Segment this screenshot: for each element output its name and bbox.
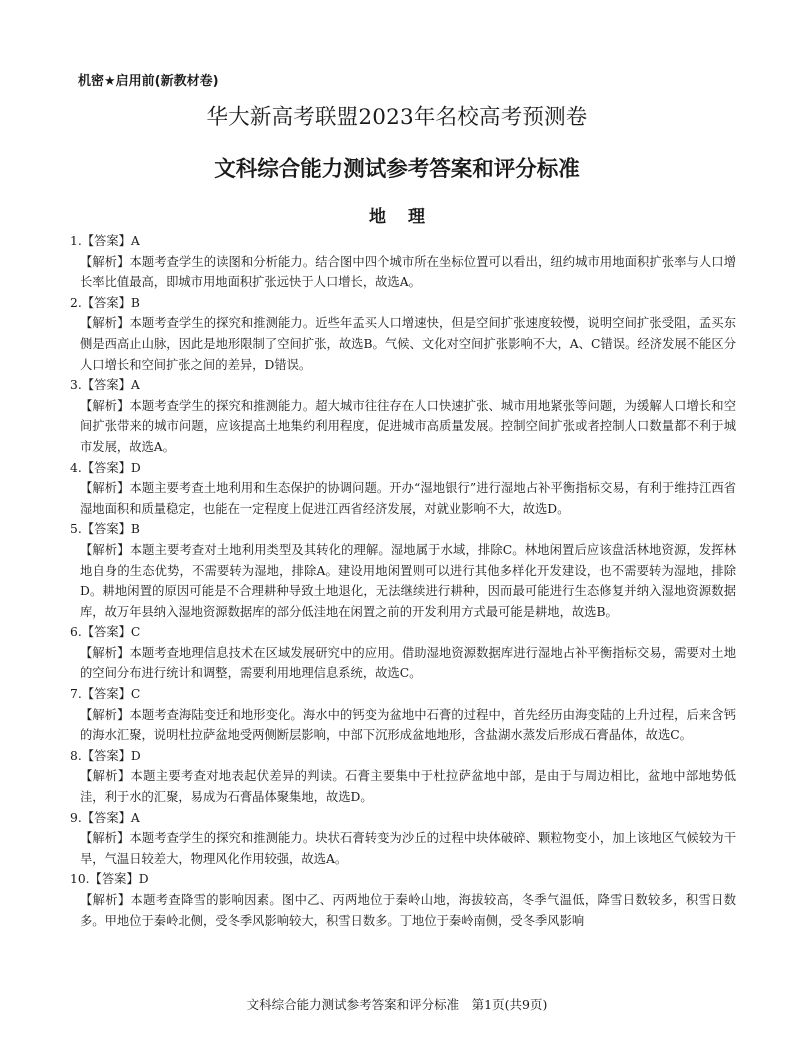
answer-line: 3.【答案】A — [70, 378, 140, 393]
question-item — [70, 293, 736, 375]
answer-line: 8.【答案】D — [70, 748, 141, 763]
explanation-text: 【解析】本题考查学生的探究和推测能力。超大城市往往存在人口快速扩张、城市用地紧张等问题，为缓解人口增长和空间扩张带来的城市问题，应该提高土地集约利用程度，促进城市高质量发展。控制空间扩张或者控制人口数量都不利于城市发展，故选A。 — [80, 398, 736, 454]
answer-line: 6.【答案】C — [70, 625, 141, 640]
explanation-text: 【解析】本题主要考查土地利用和生态保护的协调问题。开办“湿地银行”进行湿地占补平衡指标交易，有利于维持江西省湿地面积和质量稳定，也能在一定程度上促进江西省经济发展，对就业影响不大，故选D。 — [80, 481, 736, 516]
answer-line: 7.【答案】C — [70, 687, 141, 702]
document-subtitle: 文科综合能力测试参考答案和评分标准 — [214, 157, 580, 182]
question-item — [70, 375, 736, 457]
answer-line: 9.【答案】A — [70, 810, 140, 825]
question-item — [70, 622, 736, 684]
answer-list — [70, 231, 736, 931]
explanation-text: 【解析】本题考查海陆变迁和地形变化。海水中的钙变为盆地中石膏的过程中，首先经历由海变陆的上升过程，后来含钙的海水汇聚，说明杜拉萨盆地受两侧断层影响，中部下沉形成盆地地形，含盐湖水蒸发后形成石膏晶体，故选C。 — [80, 707, 736, 743]
explanation-text: 【解析】本题主要考查对地表起伏差异的判读。石膏主要集中于杜拉萨盆地中部，是由于与周边相比，盆地中部地势低洼，利于水的汇聚，易成为石膏晶体聚集地，故选D。 — [80, 769, 736, 805]
confidential-label: 机密★启用前(新教材卷) — [78, 74, 219, 89]
answer-line: 10.【答案】D — [70, 872, 149, 887]
question-item — [70, 684, 736, 746]
explanation-text: 【解析】本题考查降雪的影响因素。图中乙、丙两地位于秦岭山地，海拔较高，冬季气温低，降雪日数较多，积雪日数多。甲地位于秦岭北侧，受冬季风影响较大，积雪日数多。丁地位于秦岭南侧，受冬季风影响 — [80, 893, 736, 928]
page-footer: 文科综合能力测试参考答案和评分标准 第1页(共9页) — [246, 997, 548, 1012]
answer-line: 5.【答案】B — [70, 522, 140, 537]
subject-heading: 地理 — [369, 207, 447, 227]
explanation-text: 【解析】本题考查学生的探究和推测能力。块状石膏转变为沙丘的过程中块体破碎、颗粒物变小，加上该地区气候较为干旱，气温日较差大，物理风化作用较强，故选A。 — [80, 831, 736, 866]
explanation-text: 【解析】本题主要考查对土地利用类型及其转化的理解。湿地属于水域，排除C。林地闲置后应该盘活林地资源，发挥林地自身的生态优势，不需要转为湿地，排除A。建设用地闲置则可以进行其他多样化开发建设，也不需要转为湿地，排除D。耕地闲置的原因可能是不合理耕种导致土地退化，无法继续进行耕种，因而最可能进行生态修复并纳入湿地资源数据库，故万年县纳入湿地资源数据库的部分低洼地在闲置之前的开发利用方式最可能是耕地，故选B。 — [80, 542, 736, 619]
answer-line: 1.【答案】A — [70, 234, 140, 248]
explanation-text: 【解析】本题考查学生的读图和分析能力。结合图中四个城市所在坐标位置可以看出，纽约城市用地面积扩张率与人口增长率比值最高，即城市用地面积扩张远快于人口增长，故选A。 — [80, 254, 736, 290]
answer-line: 2.【答案】B — [70, 295, 140, 310]
explanation-text: 【解析】本题考查学生的探究和推测能力。近些年孟买人口增速快，但是空间扩张速度较慢，说明空间扩张受阻，孟买东侧是西高止山脉，因此是地形限制了空间扩张，故选B。气候、文化对空间扩张影响不大，A、C错误。经济发展不能区分人口增长和空间扩张之间的差异，D错误。 — [80, 316, 736, 372]
question-item — [70, 519, 736, 622]
question-item — [70, 808, 736, 870]
explanation-text: 【解析】本题考查地理信息技术在区域发展研究中的应用。借助湿地资源数据库进行湿地占补平衡指标交易，需要对土地的空间分布进行统计和调整，需要利用地理信息系统，故选C。 — [80, 645, 736, 681]
question-item — [70, 869, 736, 931]
question-item — [70, 458, 736, 520]
document-title: 华大新高考联盟2023年名校高考预测卷 — [206, 105, 588, 130]
answer-line: 4.【答案】D — [70, 460, 141, 475]
question-item — [70, 746, 736, 808]
question-item — [70, 231, 736, 293]
